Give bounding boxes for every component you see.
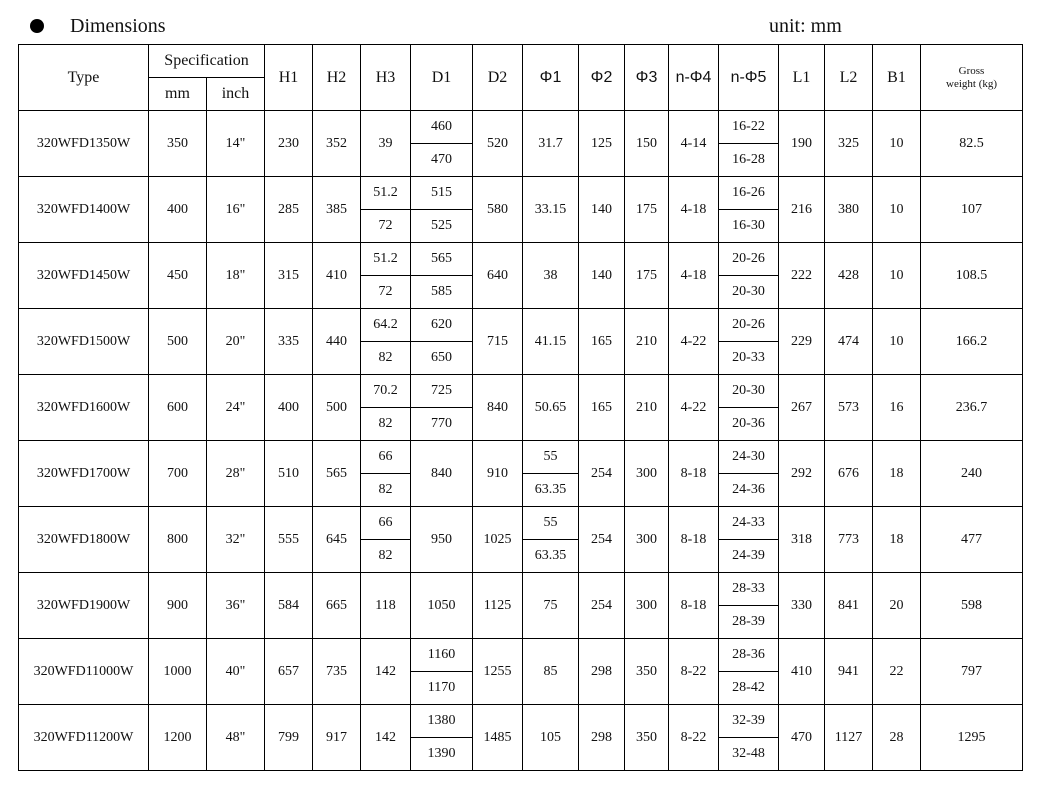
- cell-nphi5-top: 24-30: [719, 441, 779, 474]
- cell-nphi5-top: 24-33: [719, 507, 779, 540]
- cell-h2: 352: [313, 111, 361, 177]
- cell-h1: 335: [265, 309, 313, 375]
- cell-h1: 799: [265, 705, 313, 771]
- cell-phi1-bottom: 63.35: [523, 474, 579, 507]
- cell-d1-bottom: 585: [411, 276, 473, 309]
- cell-h3: 142: [361, 705, 411, 771]
- cell-mm: 500: [149, 309, 207, 375]
- cell-h3-bottom: 72: [361, 276, 411, 309]
- cell-mm: 900: [149, 573, 207, 639]
- gross-line2: weight (kg): [946, 77, 998, 90]
- cell-h2: 565: [313, 441, 361, 507]
- cell-phi3: 175: [625, 243, 669, 309]
- table-row: [19, 507, 1023, 540]
- cell-d2: 1125: [473, 573, 523, 639]
- table-row: [19, 111, 1023, 144]
- cell-h3-top: 51.2: [361, 177, 411, 210]
- cell-phi3: 300: [625, 573, 669, 639]
- cell-d2: 910: [473, 441, 523, 507]
- table-row: [19, 243, 1023, 276]
- cell-inch: 14": [207, 111, 265, 177]
- cell-mm: 1200: [149, 705, 207, 771]
- cell-phi3: 175: [625, 177, 669, 243]
- cell-nphi4: 4-14: [669, 111, 719, 177]
- header-gross-weight: [921, 45, 1023, 111]
- cell-gross: 82.5: [921, 111, 1023, 177]
- cell-nphi5-top: 20-30: [719, 375, 779, 408]
- cell-d1-top: 515: [411, 177, 473, 210]
- cell-gross: 240: [921, 441, 1023, 507]
- cell-nphi5-top: 20-26: [719, 309, 779, 342]
- header-phi2: Φ2: [579, 45, 625, 111]
- cell-phi2: 298: [579, 639, 625, 705]
- cell-nphi5-top: 16-26: [719, 177, 779, 210]
- cell-h3-bottom: 72: [361, 210, 411, 243]
- table-row: [19, 375, 1023, 408]
- table-row: [19, 441, 1023, 474]
- cell-d1-bottom: 525: [411, 210, 473, 243]
- cell-h3-top: 66: [361, 441, 411, 474]
- cell-nphi4: 8-18: [669, 573, 719, 639]
- cell-mm: 700: [149, 441, 207, 507]
- cell-gross: 108.5: [921, 243, 1023, 309]
- header-l1: L1: [779, 45, 825, 111]
- cell-phi2: 125: [579, 111, 625, 177]
- cell-inch: 20": [207, 309, 265, 375]
- cell-l1: 229: [779, 309, 825, 375]
- header-d1: D1: [411, 45, 473, 111]
- cell-inch: 40": [207, 639, 265, 705]
- cell-h3: 118: [361, 573, 411, 639]
- header-h3: H3: [361, 45, 411, 111]
- cell-h3-top: 51.2: [361, 243, 411, 276]
- cell-phi1-top: 55: [523, 507, 579, 540]
- cell-l2: 573: [825, 375, 873, 441]
- cell-d1: 840: [411, 441, 473, 507]
- cell-type: 320WFD1400W: [19, 177, 149, 243]
- cell-mm: 350: [149, 111, 207, 177]
- cell-inch: 32": [207, 507, 265, 573]
- cell-mm: 450: [149, 243, 207, 309]
- cell-nphi4: 8-22: [669, 639, 719, 705]
- cell-phi1: 31.7: [523, 111, 579, 177]
- cell-l1: 222: [779, 243, 825, 309]
- cell-mm: 1000: [149, 639, 207, 705]
- cell-nphi5-top: 28-33: [719, 573, 779, 606]
- cell-h1: 315: [265, 243, 313, 309]
- dimensions-table: [18, 44, 1023, 771]
- cell-nphi4: 8-18: [669, 441, 719, 507]
- table-row: [19, 309, 1023, 342]
- cell-inch: 18": [207, 243, 265, 309]
- cell-h2: 440: [313, 309, 361, 375]
- cell-l1: 190: [779, 111, 825, 177]
- cell-gross: 107: [921, 177, 1023, 243]
- cell-gross: 598: [921, 573, 1023, 639]
- cell-b1: 22: [873, 639, 921, 705]
- cell-nphi4: 8-18: [669, 507, 719, 573]
- header-n-phi5: n-Φ5: [719, 45, 779, 111]
- cell-h3-top: 66: [361, 507, 411, 540]
- cell-d1-top: 1160: [411, 639, 473, 672]
- cell-gross: 166.2: [921, 309, 1023, 375]
- cell-phi1: 38: [523, 243, 579, 309]
- cell-nphi5-bottom: 16-28: [719, 144, 779, 177]
- cell-l2: 428: [825, 243, 873, 309]
- section-title: Dimensions: [70, 15, 166, 37]
- cell-b1: 20: [873, 573, 921, 639]
- cell-d2: 1025: [473, 507, 523, 573]
- cell-d1-top: 725: [411, 375, 473, 408]
- cell-b1: 10: [873, 243, 921, 309]
- cell-phi1-bottom: 63.35: [523, 540, 579, 573]
- table-row: [19, 639, 1023, 672]
- cell-phi2: 254: [579, 507, 625, 573]
- cell-l1: 410: [779, 639, 825, 705]
- cell-phi2: 298: [579, 705, 625, 771]
- cell-d2: 1485: [473, 705, 523, 771]
- cell-nphi5-bottom: 16-30: [719, 210, 779, 243]
- cell-mm: 400: [149, 177, 207, 243]
- cell-h1: 555: [265, 507, 313, 573]
- cell-phi2: 254: [579, 441, 625, 507]
- cell-nphi5-bottom: 28-42: [719, 672, 779, 705]
- cell-nphi4: 4-18: [669, 177, 719, 243]
- header-b1: B1: [873, 45, 921, 111]
- cell-h2: 410: [313, 243, 361, 309]
- cell-b1: 10: [873, 111, 921, 177]
- cell-h3: 39: [361, 111, 411, 177]
- cell-mm: 800: [149, 507, 207, 573]
- cell-type: 320WFD1800W: [19, 507, 149, 573]
- header-mm: mm: [149, 78, 207, 111]
- table-row: [19, 573, 1023, 606]
- cell-nphi5-top: 16-22: [719, 111, 779, 144]
- header-phi3: Φ3: [625, 45, 669, 111]
- cell-b1: 16: [873, 375, 921, 441]
- cell-phi1: 105: [523, 705, 579, 771]
- cell-nphi5-bottom: 24-39: [719, 540, 779, 573]
- cell-phi3: 210: [625, 309, 669, 375]
- cell-type: 320WFD11200W: [19, 705, 149, 771]
- cell-gross: 236.7: [921, 375, 1023, 441]
- cell-phi3: 350: [625, 705, 669, 771]
- cell-type: 320WFD1350W: [19, 111, 149, 177]
- cell-phi3: 150: [625, 111, 669, 177]
- header-l2: L2: [825, 45, 873, 111]
- cell-h3-top: 70.2: [361, 375, 411, 408]
- cell-h3-top: 64.2: [361, 309, 411, 342]
- cell-h1: 285: [265, 177, 313, 243]
- cell-type: 320WFD1450W: [19, 243, 149, 309]
- cell-inch: 36": [207, 573, 265, 639]
- cell-l1: 330: [779, 573, 825, 639]
- cell-nphi4: 4-22: [669, 309, 719, 375]
- cell-d1: 1050: [411, 573, 473, 639]
- cell-nphi5-bottom: 32-48: [719, 738, 779, 771]
- cell-d2: 715: [473, 309, 523, 375]
- cell-h3-bottom: 82: [361, 474, 411, 507]
- unit-label: unit: mm: [769, 15, 842, 37]
- header-inch: inch: [207, 78, 265, 111]
- cell-phi1: 41.15: [523, 309, 579, 375]
- cell-mm: 600: [149, 375, 207, 441]
- cell-type: 320WFD11000W: [19, 639, 149, 705]
- cell-phi2: 254: [579, 573, 625, 639]
- cell-nphi4: 8-22: [669, 705, 719, 771]
- cell-l2: 841: [825, 573, 873, 639]
- cell-d1-top: 1380: [411, 705, 473, 738]
- cell-d1-bottom: 770: [411, 408, 473, 441]
- cell-h2: 645: [313, 507, 361, 573]
- cell-nphi5-bottom: 20-30: [719, 276, 779, 309]
- cell-b1: 10: [873, 309, 921, 375]
- cell-d2: 840: [473, 375, 523, 441]
- cell-b1: 28: [873, 705, 921, 771]
- cell-d1-top: 565: [411, 243, 473, 276]
- cell-phi1: 33.15: [523, 177, 579, 243]
- cell-type: 320WFD1500W: [19, 309, 149, 375]
- cell-inch: 48": [207, 705, 265, 771]
- cell-h2: 917: [313, 705, 361, 771]
- cell-phi3: 300: [625, 507, 669, 573]
- cell-h1: 584: [265, 573, 313, 639]
- cell-nphi5-bottom: 24-36: [719, 474, 779, 507]
- header-n-phi4: n-Φ4: [669, 45, 719, 111]
- cell-b1: 10: [873, 177, 921, 243]
- cell-type: 320WFD1700W: [19, 441, 149, 507]
- cell-gross: 797: [921, 639, 1023, 705]
- header-d2: D2: [473, 45, 523, 111]
- header-row: [19, 45, 1023, 78]
- cell-h2: 665: [313, 573, 361, 639]
- cell-nphi5-bottom: 20-36: [719, 408, 779, 441]
- cell-l2: 380: [825, 177, 873, 243]
- cell-phi3: 350: [625, 639, 669, 705]
- cell-l2: 941: [825, 639, 873, 705]
- cell-d2: 580: [473, 177, 523, 243]
- cell-nphi4: 4-22: [669, 375, 719, 441]
- cell-l1: 318: [779, 507, 825, 573]
- cell-d1-bottom: 650: [411, 342, 473, 375]
- cell-d2: 1255: [473, 639, 523, 705]
- cell-d2: 640: [473, 243, 523, 309]
- cell-l2: 325: [825, 111, 873, 177]
- header-phi1: Φ1: [523, 45, 579, 111]
- cell-type: 320WFD1900W: [19, 573, 149, 639]
- gross-line1: Gross: [958, 65, 985, 78]
- cell-l1: 292: [779, 441, 825, 507]
- cell-phi1: 85: [523, 639, 579, 705]
- cell-nphi5-bottom: 28-39: [719, 606, 779, 639]
- header-h2: H2: [313, 45, 361, 111]
- cell-h1: 230: [265, 111, 313, 177]
- cell-l2: 474: [825, 309, 873, 375]
- table-row: [19, 705, 1023, 738]
- cell-inch: 24": [207, 375, 265, 441]
- bullet-icon: [30, 19, 44, 33]
- cell-h3: 142: [361, 639, 411, 705]
- cell-l1: 470: [779, 705, 825, 771]
- cell-l2: 676: [825, 441, 873, 507]
- cell-h1: 510: [265, 441, 313, 507]
- cell-l1: 267: [779, 375, 825, 441]
- header-specification: Specification: [149, 45, 265, 78]
- cell-d2: 520: [473, 111, 523, 177]
- cell-phi1: 50.65: [523, 375, 579, 441]
- cell-nphi5-bottom: 20-33: [719, 342, 779, 375]
- cell-phi2: 140: [579, 177, 625, 243]
- cell-phi2: 140: [579, 243, 625, 309]
- cell-d1-top: 460: [411, 111, 473, 144]
- cell-d1-bottom: 470: [411, 144, 473, 177]
- cell-phi2: 165: [579, 375, 625, 441]
- table-row: [19, 177, 1023, 210]
- cell-d1: 950: [411, 507, 473, 573]
- section-header: [0, 0, 1043, 44]
- cell-nphi5-top: 20-26: [719, 243, 779, 276]
- header-type: Type: [19, 45, 149, 111]
- cell-phi2: 165: [579, 309, 625, 375]
- cell-d1-bottom: 1390: [411, 738, 473, 771]
- cell-inch: 28": [207, 441, 265, 507]
- cell-b1: 18: [873, 507, 921, 573]
- cell-h2: 385: [313, 177, 361, 243]
- table-body: [19, 111, 1023, 771]
- cell-h3-bottom: 82: [361, 342, 411, 375]
- cell-l2: 773: [825, 507, 873, 573]
- cell-nphi4: 4-18: [669, 243, 719, 309]
- cell-h2: 735: [313, 639, 361, 705]
- cell-d1-top: 620: [411, 309, 473, 342]
- cell-l2: 1127: [825, 705, 873, 771]
- cell-h3-bottom: 82: [361, 540, 411, 573]
- cell-nphi5-top: 28-36: [719, 639, 779, 672]
- cell-l1: 216: [779, 177, 825, 243]
- cell-phi3: 300: [625, 441, 669, 507]
- cell-gross: 477: [921, 507, 1023, 573]
- cell-h3-bottom: 82: [361, 408, 411, 441]
- header-h1: H1: [265, 45, 313, 111]
- cell-phi1-top: 55: [523, 441, 579, 474]
- cell-b1: 18: [873, 441, 921, 507]
- cell-h1: 657: [265, 639, 313, 705]
- cell-phi1: 75: [523, 573, 579, 639]
- cell-type: 320WFD1600W: [19, 375, 149, 441]
- cell-nphi5-top: 32-39: [719, 705, 779, 738]
- cell-h1: 400: [265, 375, 313, 441]
- cell-gross: 1295: [921, 705, 1023, 771]
- cell-phi3: 210: [625, 375, 669, 441]
- cell-inch: 16": [207, 177, 265, 243]
- cell-h2: 500: [313, 375, 361, 441]
- cell-d1-bottom: 1170: [411, 672, 473, 705]
